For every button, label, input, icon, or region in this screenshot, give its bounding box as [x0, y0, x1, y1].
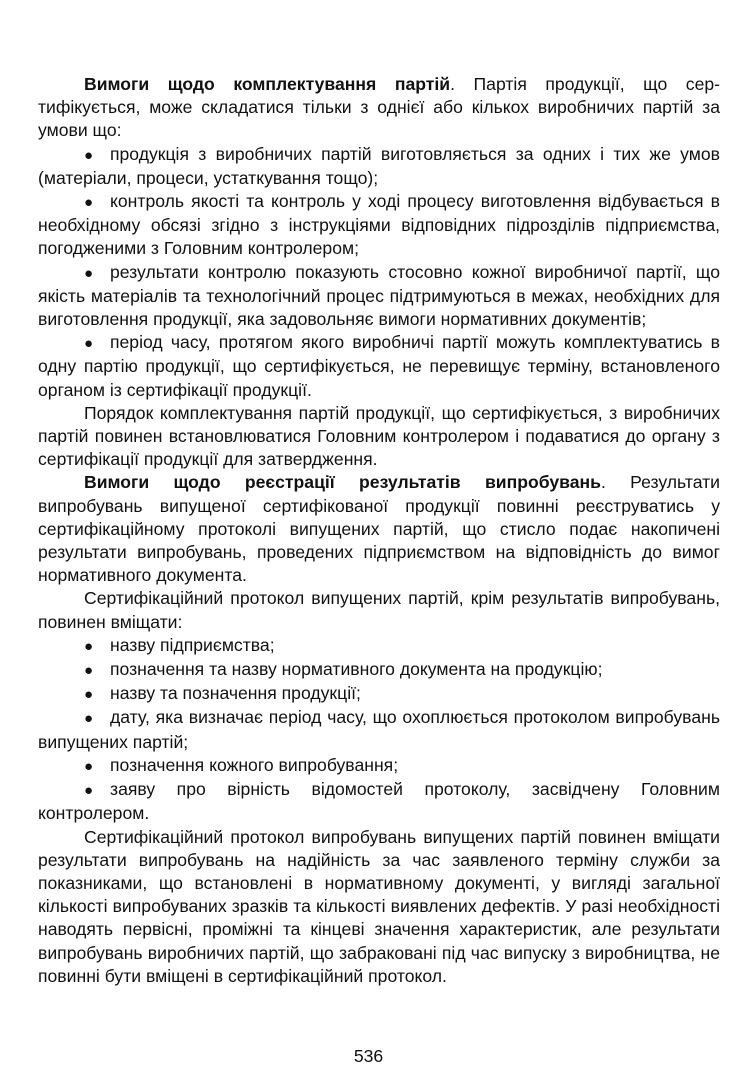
list-item-text: продукція з виробничих партій виготовляється за одних і тих же умов (матеріали, процеси, устаткування тощо);: [38, 143, 720, 188]
list-item: [38, 634, 720, 658]
list-item: [38, 261, 720, 332]
section1-text: . Партія продукції, що сертифікується, може складатися тільки з однієї або кількох виробничих партій за умови що:: [38, 74, 720, 141]
section1-paragraph: [38, 73, 720, 143]
list-item-text: назву та позначення продукції;: [110, 683, 361, 704]
list-item-text: період часу, протягом якого виробничі партії можуть комплектуватись в одну партію продукції, що сертифікується, не перевищує терміну, встановленого органом із сертифікації продукції.: [38, 332, 720, 400]
page-number: 536: [353, 1046, 384, 1066]
section2-heading: Вимоги щодо реєстрації результатів випробувань: [84, 472, 601, 493]
section1-list: [38, 143, 720, 402]
bullet-icon: ●: [84, 335, 94, 353]
bullet-icon: ●: [84, 782, 94, 800]
list-item: [38, 658, 720, 682]
list-item: [38, 331, 720, 402]
section1-heading: Вимоги щодо комплектування партій: [84, 74, 451, 94]
bullet-icon: ●: [84, 264, 94, 282]
list-item: [38, 754, 720, 778]
list-item-text: контроль якості та контроль у ході процесу виготовлення відбувається в необхідному обсязі згідно з інструкціями відповідних підрозділів підприємства, погодженими з Головним контролером;: [38, 191, 720, 259]
list-item-text: результати контролю показують стосовно кожної виробничої партії, що якість матеріалів та технологічний процес підтримуються в межах, необхідних для виготовлення продукції, яка задовольняє вимоги нормативних документів;: [38, 261, 720, 330]
list-item: [38, 682, 720, 706]
bullet-icon: ●: [84, 146, 94, 164]
list-item: [38, 778, 720, 825]
bullet-icon: ●: [84, 662, 94, 680]
list-item-text: заяву про вірність відомостей протоколу, засвідчену Головним контролером.: [38, 779, 720, 824]
list-item-text: назву підприємства;: [110, 634, 275, 655]
list-item-text: позначення кожного випробування;: [110, 754, 399, 775]
list-item-text: дату, яка визначає період часу, що охоплюється протоколом випробувань випущених партій;: [38, 707, 720, 752]
section2-list: [38, 634, 720, 826]
list-item-text: позначення та назву нормативного документа на продукцію;: [110, 659, 603, 680]
section2-paragraph: [38, 471, 720, 587]
list-item: [38, 190, 720, 261]
section1-closing: Порядок комплектування партій продукції, що сертифікується, з виробничих партій повинен встановлюватися Головним контролером і подаватися до органу з сертифікації продукції для затвердження.: [38, 402, 720, 470]
bullet-icon: ●: [84, 710, 94, 728]
section2-closing: Сертифікаційний протокол випробувань випущених партій повинен вміщати результати випробувань на надійність за час заявленого терміну служби за показниками, що встановлені в нормативному документі, у вигляді загальної кількості випробуваних зразків та кількості виявлених дефектів. У разі необхідності наводять первісні, проміжні та кінцеві значення характеристик, але результати випробувань виробничих партій, що забраковані під час випуску з виробництва, не повинні бути вміщені в сертифікаційний протокол.: [38, 826, 720, 986]
bullet-icon: ●: [84, 757, 94, 775]
section2-text: . Результати випробувань випущеної сертифікованої продукції повинні реєструватись у сертифікаційному протоколі випущених партій, що стисло подає накопичені результати випробувань, проведених підприємством на відповідність до вимог нормативного документа.: [38, 472, 720, 586]
bullet-icon: ●: [84, 194, 94, 212]
page-text: [38, 73, 720, 988]
section2-intro: Сертифікаційний протокол випущених партій, крім результатів випробувань, повинен вміщати:: [38, 588, 720, 632]
list-item: [38, 143, 720, 190]
bullet-icon: ●: [84, 637, 94, 655]
bullet-icon: ●: [84, 686, 94, 704]
list-item: [38, 706, 720, 753]
